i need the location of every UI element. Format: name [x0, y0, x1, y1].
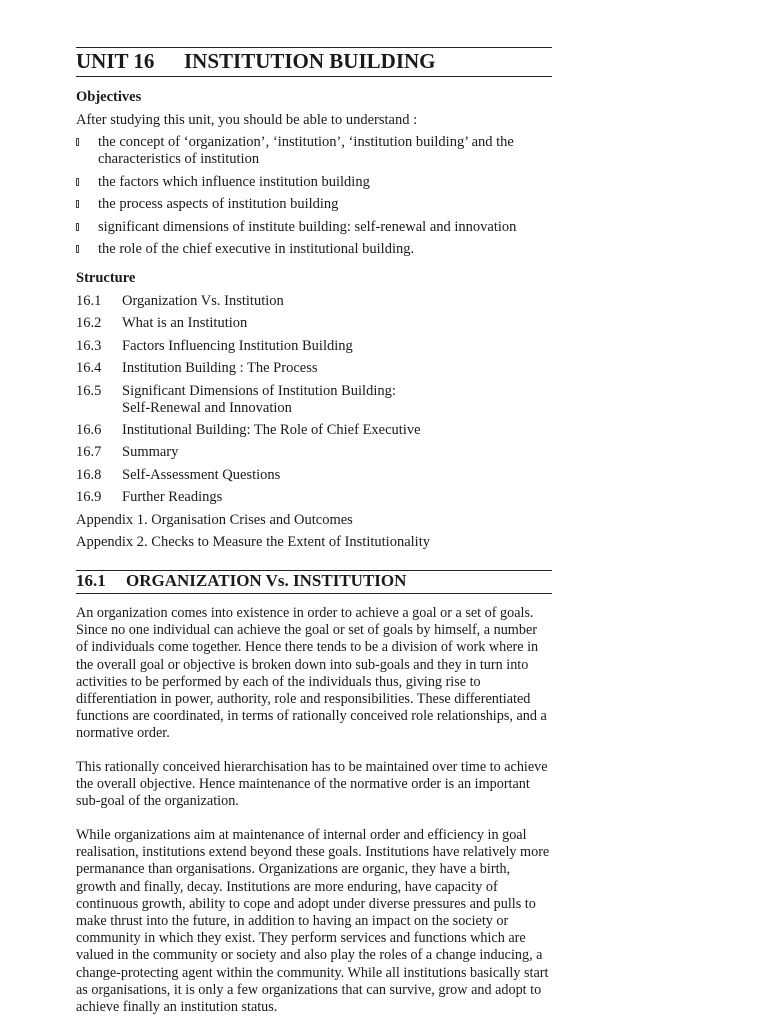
objectives-list [76, 134, 552, 264]
bullet-icon [76, 245, 79, 253]
body-paragraph: This rationally conceived hierarchisation has to be maintained over time to achieve the overall objective. Hence maintenance of the normative order is an important sub-goal of the organization. [76, 759, 548, 810]
structure-heading: Structure [76, 270, 136, 286]
unit-number: UNIT 16 [76, 49, 155, 73]
section-number: 16.1 [76, 571, 106, 590]
objective-item: the role of the chief executive in institutional building. [76, 241, 552, 258]
objective-item: the factors which influence institution building [76, 174, 552, 191]
toc-item: 16.6 Institutional Building: The Role of Chief Executive [76, 421, 421, 438]
objective-item: the process aspects of institution building [76, 196, 552, 213]
structure-list [76, 293, 552, 556]
bullet-icon [76, 138, 79, 146]
toc-item: 16.8 Self-Assessment Questions [76, 466, 281, 483]
toc-item: 16.7 Summary [76, 444, 179, 461]
toc-item: 16.3 Factors Influencing Institution Building [76, 337, 353, 354]
section-title-text: ORGANIZATION Vs. INSTITUTION [126, 571, 407, 590]
objectives-heading: Objectives [76, 89, 142, 105]
objectives-intro: After studying this unit, you should be able to understand : [76, 112, 418, 128]
unit-title-text: INSTITUTION BUILDING [184, 49, 436, 73]
bullet-icon [76, 223, 79, 231]
toc-item: 16.1 Organization Vs. Institution [76, 293, 284, 309]
toc-item: 16.2 What is an Institution [76, 315, 248, 332]
toc-appendix: Appendix 2. Checks to Measure the Extent of Institutionality [76, 533, 430, 550]
unit-title [76, 47, 552, 77]
body-paragraph: While organizations aim at maintenance of internal order and efficiency in goal realisation, institutions extend beyond these goals. Institutions have relatively more permanance than organisations. Organizations are organic, they have a birth, growth and finally, decay. Institutions are more enduring, have capacity of continuous growth, ability to cope and adopt under diverse pressures and pulls to make thrust into the future, in addition to having an impact on the society or community in which they exist. They perform services and functions which are valued in the community or society and also play the roles of a change inducing, a change-protecting agent within the community. While all institutions basically start as organisations, it is only a few organizations that can survive, grow and adopt to achieve finally an institution status. [76, 827, 550, 1016]
body-paragraph: An organization comes into existence in order to achieve a goal or a set of goals. Since no one individual can achieve the goal or set of goals by himself, a number of individuals come together. Hence there tends to be a division of work where in the overall goal or objective is broken down into sub-goals and they in turn into activities to be performed by each of the individuals thus, giving rise to differentiation in power, authority, role and responsibilities. These differentiated functions are coordinated, in terms of rationally conceived role relationships, and a normative order. [76, 605, 547, 742]
objective-item: significant dimensions of institute building: self-renewal and innovation [76, 219, 552, 236]
toc-item: 16.4 Institution Building : The Process [76, 360, 318, 377]
bullet-icon [76, 200, 79, 208]
section-title [76, 570, 552, 594]
toc-item: 16.9 Further Readings [76, 489, 223, 506]
toc-appendix: Appendix 1. Organisation Crises and Outcomes [76, 511, 353, 528]
bullet-icon [76, 178, 79, 186]
objective-item: the concept of ‘organization’, ‘institution’, ‘institution building’ and the characteristics of institution [76, 134, 552, 168]
toc-item: 16.5 Significant Dimensions of Institution Building: Self-Renewal and Innovation [76, 382, 396, 416]
